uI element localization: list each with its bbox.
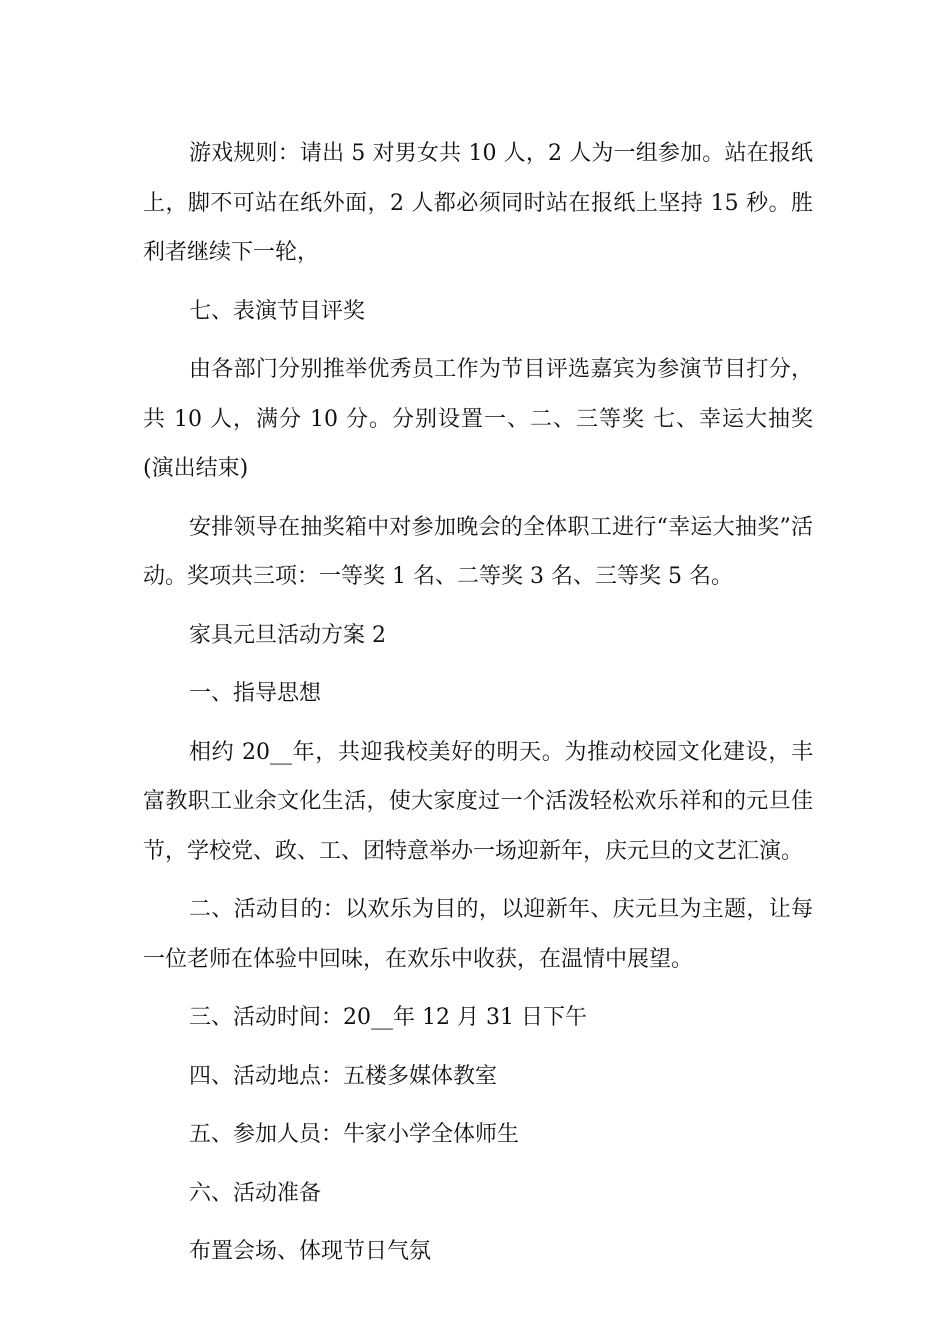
paragraph-activity-purpose: 二、活动目的：以欢乐为目的，以迎新年、庆元旦为主题，让每一位老师在体验中回味，在欢乐中收获，在温情中展望。 [143, 897, 813, 972]
document-body [143, 129, 813, 1286]
paragraph-game-rules: 游戏规则：请出 5 对男女共 10 人，2 人为一组参加。站在报纸上，脚不可站在纸外面，2 人都必须同时站在报纸上坚持 15 秒。胜利者继续下一轮， [143, 141, 813, 265]
paragraph-participants: 五、参加人员：牛家小学全体师生 [189, 1122, 520, 1147]
section-heading-performance-awards: 七、表演节目评奖 [189, 298, 366, 324]
paragraph-venue-setup: 布置会场、体现节日气氛 [189, 1239, 432, 1264]
section-heading-guiding-thought: 一、指导思想 [189, 681, 322, 706]
paragraph-guiding-thought: 相约 20__年，共迎我校美好的明天。为推动校园文化建设，丰富教职工业余文化生活，使大家度过一个活泼轻松欢乐祥和的元旦佳节，学校党、政、工、团特意举办一场迎新年，庆元旦的文艺汇演。 [143, 739, 813, 864]
plan-title: 家具元旦活动方案 2 [189, 622, 386, 648]
paragraph-lucky-draw: 安排领导在抽奖箱中对参加晚会的全体职工进行“幸运大抽奖”活动。奖项共三项：一等奖 1 名、二等奖 3 名、三等奖 5 名。 [143, 514, 813, 589]
paragraph-activity-location: 四、活动地点：五楼多媒体教室 [189, 1063, 498, 1089]
paragraph-judging: 由各部门分别推举优秀员工作为节目评选嘉宾为参演节目打分，共 10 人，满分 10 分。分别设置一、二、三等奖 七、幸运大抽奖(演出结束) [143, 357, 813, 481]
section-heading-preparation: 六、活动准备 [189, 1180, 322, 1206]
paragraph-activity-time: 三、活动时间：20__年 12 月 31 日下午 [189, 1005, 587, 1030]
